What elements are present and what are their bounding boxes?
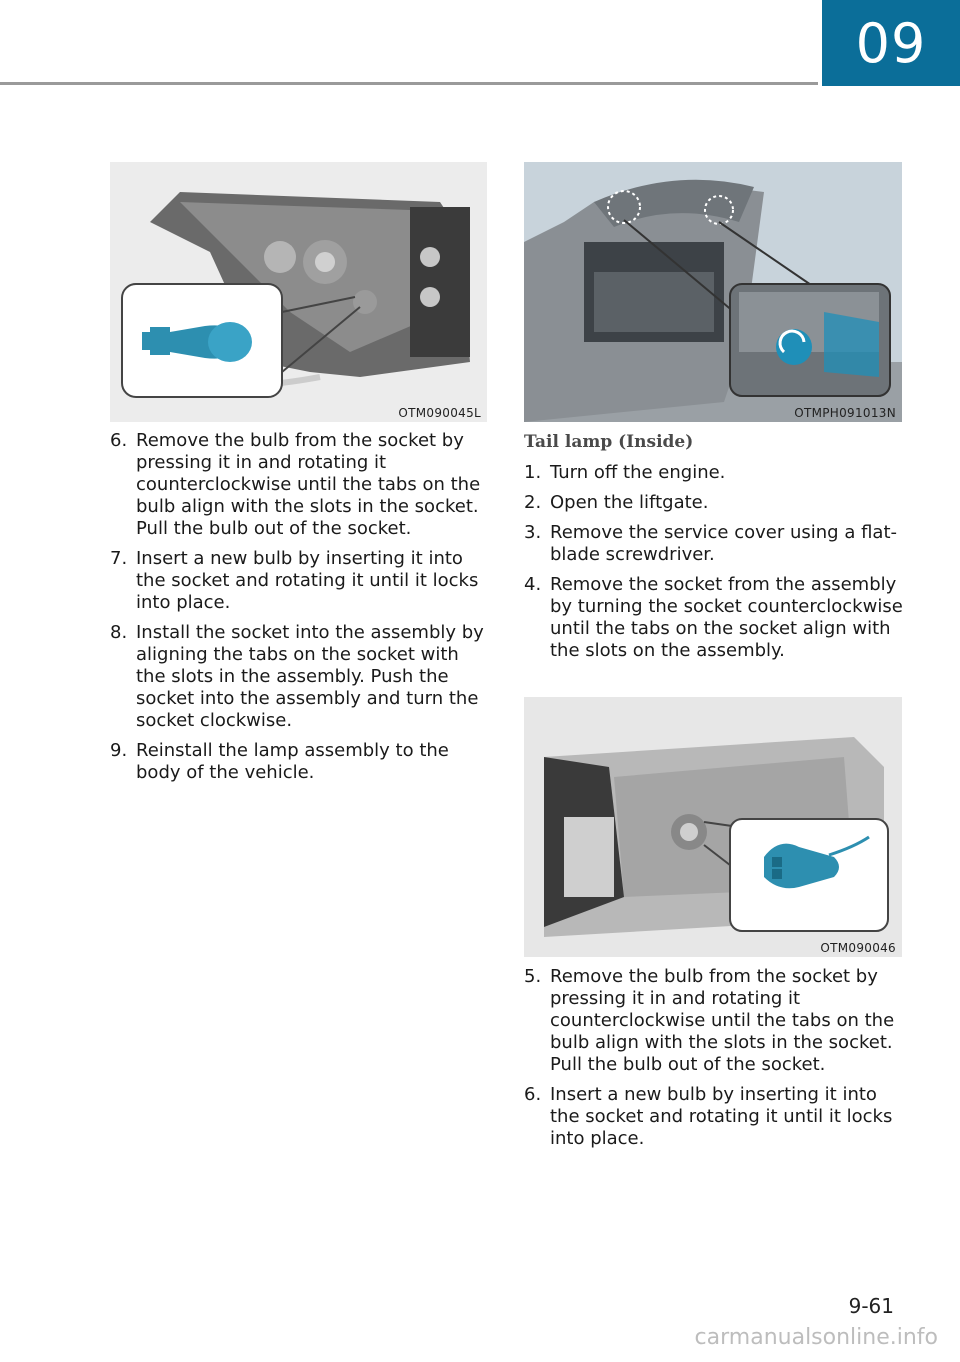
figure-liftgate: [524, 162, 902, 422]
figure-code: OTM090045L: [398, 406, 481, 420]
header-rule: [0, 82, 818, 85]
list-item: 8. Install the socket into the assembly by aligning the tabs on the socket with the slots in the assembly. Push the socket into the assembly and turn the socket clockwise.: [110, 622, 484, 731]
liftgate-illustration: [524, 162, 902, 422]
chapter-tab: 09: [822, 0, 960, 86]
list-item: 3. Remove the service cover using a flat-blade screwdriver.: [524, 522, 898, 565]
tail-lamp-illustration: [110, 162, 487, 422]
section-title: Tail lamp (Inside): [524, 432, 694, 452]
left-steps-list: [110, 430, 490, 792]
figure-socket: [524, 697, 902, 957]
figure-code: OTM090046: [820, 941, 896, 955]
socket-illustration: [524, 697, 902, 957]
list-item: 9. Reinstall the lamp assembly to the body of the vehicle.: [110, 740, 449, 783]
list-item: 7. Insert a new bulb by inserting it into the socket and rotating it until it locks into place.: [110, 548, 479, 613]
list-item: 6. Remove the bulb from the socket by pressing it in and rotating it counterclockwise until the tabs on the bulb align with the slots in the socket. Pull the bulb out of the socket.: [110, 430, 481, 539]
page-number: 9-61: [848, 1294, 894, 1318]
right-steps-list-a: [524, 462, 904, 670]
list-item: 5. Remove the bulb from the socket by pressing it in and rotating it counterclockwise until the tabs on the bulb align with the slots in the socket. Pull the bulb out of the socket.: [524, 966, 895, 1075]
list-item: 2. Open the liftgate.: [524, 492, 709, 513]
figure-code: OTMPH091013N: [794, 406, 896, 420]
watermark: carmanualsonline.info: [694, 1325, 938, 1350]
list-item: 6. Insert a new bulb by inserting it into the socket and rotating it until it locks into place.: [524, 1084, 893, 1149]
list-item: 1. Turn off the engine.: [524, 462, 726, 483]
right-steps-list-b: [524, 966, 904, 1158]
figure-tail-lamp-bulb: [110, 162, 487, 422]
list-item: 4. Remove the socket from the assembly by turning the socket counterclockwise until the tabs on the socket align with the slots on the assembly.: [524, 574, 903, 661]
